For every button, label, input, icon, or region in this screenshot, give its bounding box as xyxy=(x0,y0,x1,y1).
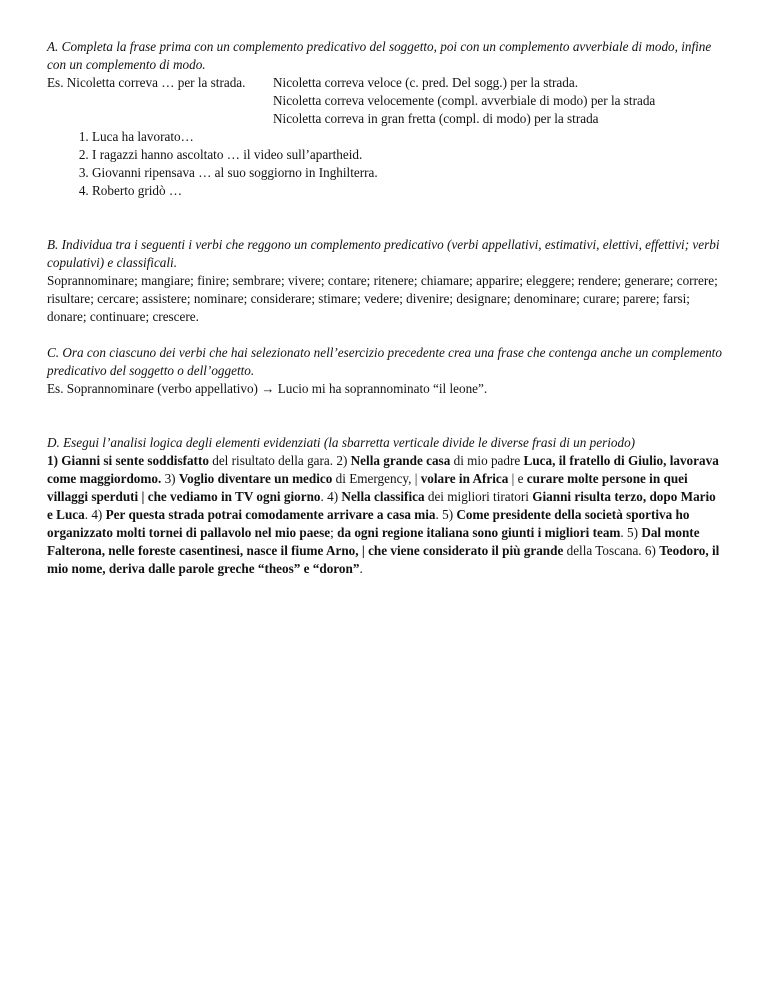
text-segment: . 5) xyxy=(620,525,642,540)
highlighted-segment: volare in Africa xyxy=(420,471,509,486)
section-c xyxy=(47,344,724,398)
section-a-example xyxy=(47,74,724,128)
example-line: Nicoletta correva in gran fretta (compl. di modo) per la strada xyxy=(273,111,599,126)
highlighted-segment: Nella classifica xyxy=(341,489,425,504)
highlighted-segment: Come presidente della società sportiva ho organizzato molti tornei di pallavolo nel mio paese xyxy=(47,507,690,540)
highlighted-segment: 1) Gianni si sente soddisfatto xyxy=(47,453,209,468)
text-segment: 3) xyxy=(161,471,179,486)
section-b-body: Soprannominare; mangiare; finire; sembrare; vivere; contare; ritenere; chiamare; apparire; eleggere; rendere; generare; correre; risultare; cercare; assistere; nominare; considerare; stimare; vedere; divenire; designare; denominare; curare; parere; farsi; donare; continuare; crescere. xyxy=(47,273,718,324)
example-line: Nicoletta correva veloce (c. pred. Del sogg.) per la strada. xyxy=(273,75,578,90)
highlighted-segment: Nella grande casa xyxy=(350,453,451,468)
section-b xyxy=(47,236,724,326)
highlighted-segment: Teodoro, il mio nome, deriva dalle parole greche “theos” e “doron” xyxy=(47,543,720,576)
text-segment: dei migliori tiratori xyxy=(424,489,533,504)
list-item: 3. Giovanni ripensava … al suo soggiorno in Inghilterra. xyxy=(92,164,724,182)
highlighted-segment: da ogni regione italiana sono giunti i migliori team xyxy=(337,525,621,540)
text-segment: del risultato della gara. 2) xyxy=(208,453,351,468)
section-b-heading: B. Individua tra i seguenti i verbi che reggono un complemento predicativo (verbi appellativi, estimativi, elettivi, effettivi; verbi copulativi) e classificali. xyxy=(47,237,720,270)
section-a-heading: A. Completa la frase prima con un complemento predicativo del soggetto, poi con un complemento avverbiale di modo, infine con un complemento di modo. xyxy=(47,39,712,72)
list-item: 4. Roberto gridò … xyxy=(92,182,724,200)
section-d xyxy=(47,434,724,578)
example-lines xyxy=(273,74,724,128)
highlighted-segment: Dal monte Falterona, nelle foreste casentinesi, nasce il fiume Arno, | che viene considerato il più grande xyxy=(47,525,700,558)
list-item: 1. Luca ha lavorato… xyxy=(92,128,724,146)
text-segment: . 4) xyxy=(320,489,342,504)
example-prefix: Es. Nicoletta correva … per la strada. xyxy=(47,75,246,90)
text-segment: . 5) xyxy=(435,507,457,522)
list-item: 2. I ragazzi hanno ascoltato … il video sull’apartheid. xyxy=(92,146,724,164)
highlighted-segment: Per questa strada potrai comodamente arrivare a casa mia xyxy=(105,507,436,522)
section-a xyxy=(47,38,724,200)
text-segment: ; xyxy=(330,525,338,540)
text-segment: . 4) xyxy=(84,507,106,522)
highlighted-segment: curare molte persone in quei villaggi sperduti | che vediamo in TV ogni giorno xyxy=(47,471,688,504)
highlighted-segment: Voglio diventare un medico xyxy=(178,471,333,486)
highlighted-segment: Luca, il fratello di Giulio, lavorava come maggiordomo. xyxy=(47,453,719,486)
example-line: Nicoletta correva velocemente (compl. avverbiale di modo) per la strada xyxy=(273,93,656,108)
section-a-list xyxy=(47,128,724,200)
text-segment: . xyxy=(359,561,363,576)
text-segment: di Emergency, | xyxy=(332,471,421,486)
text-segment: | e xyxy=(508,471,527,486)
section-c-example: Es. Soprannominare (verbo appellativo) → Lucio mi ha soprannominato “il leone”. xyxy=(47,381,488,396)
section-d-body xyxy=(47,452,724,578)
highlighted-segment: Gianni risulta terzo, dopo Mario e Luca xyxy=(47,489,716,522)
section-d-heading: D. Esegui l’analisi logica degli elementi evidenziati (la sbarretta verticale divide le diverse frasi di un periodo) xyxy=(47,435,636,450)
section-c-heading: C. Ora con ciascuno dei verbi che hai selezionato nell’esercizio precedente crea una frase che contenga anche un complemento predicativo del soggetto o dell’oggetto. xyxy=(47,345,722,378)
text-segment: della Toscana. 6) xyxy=(563,543,660,558)
text-segment: di mio padre xyxy=(450,453,524,468)
